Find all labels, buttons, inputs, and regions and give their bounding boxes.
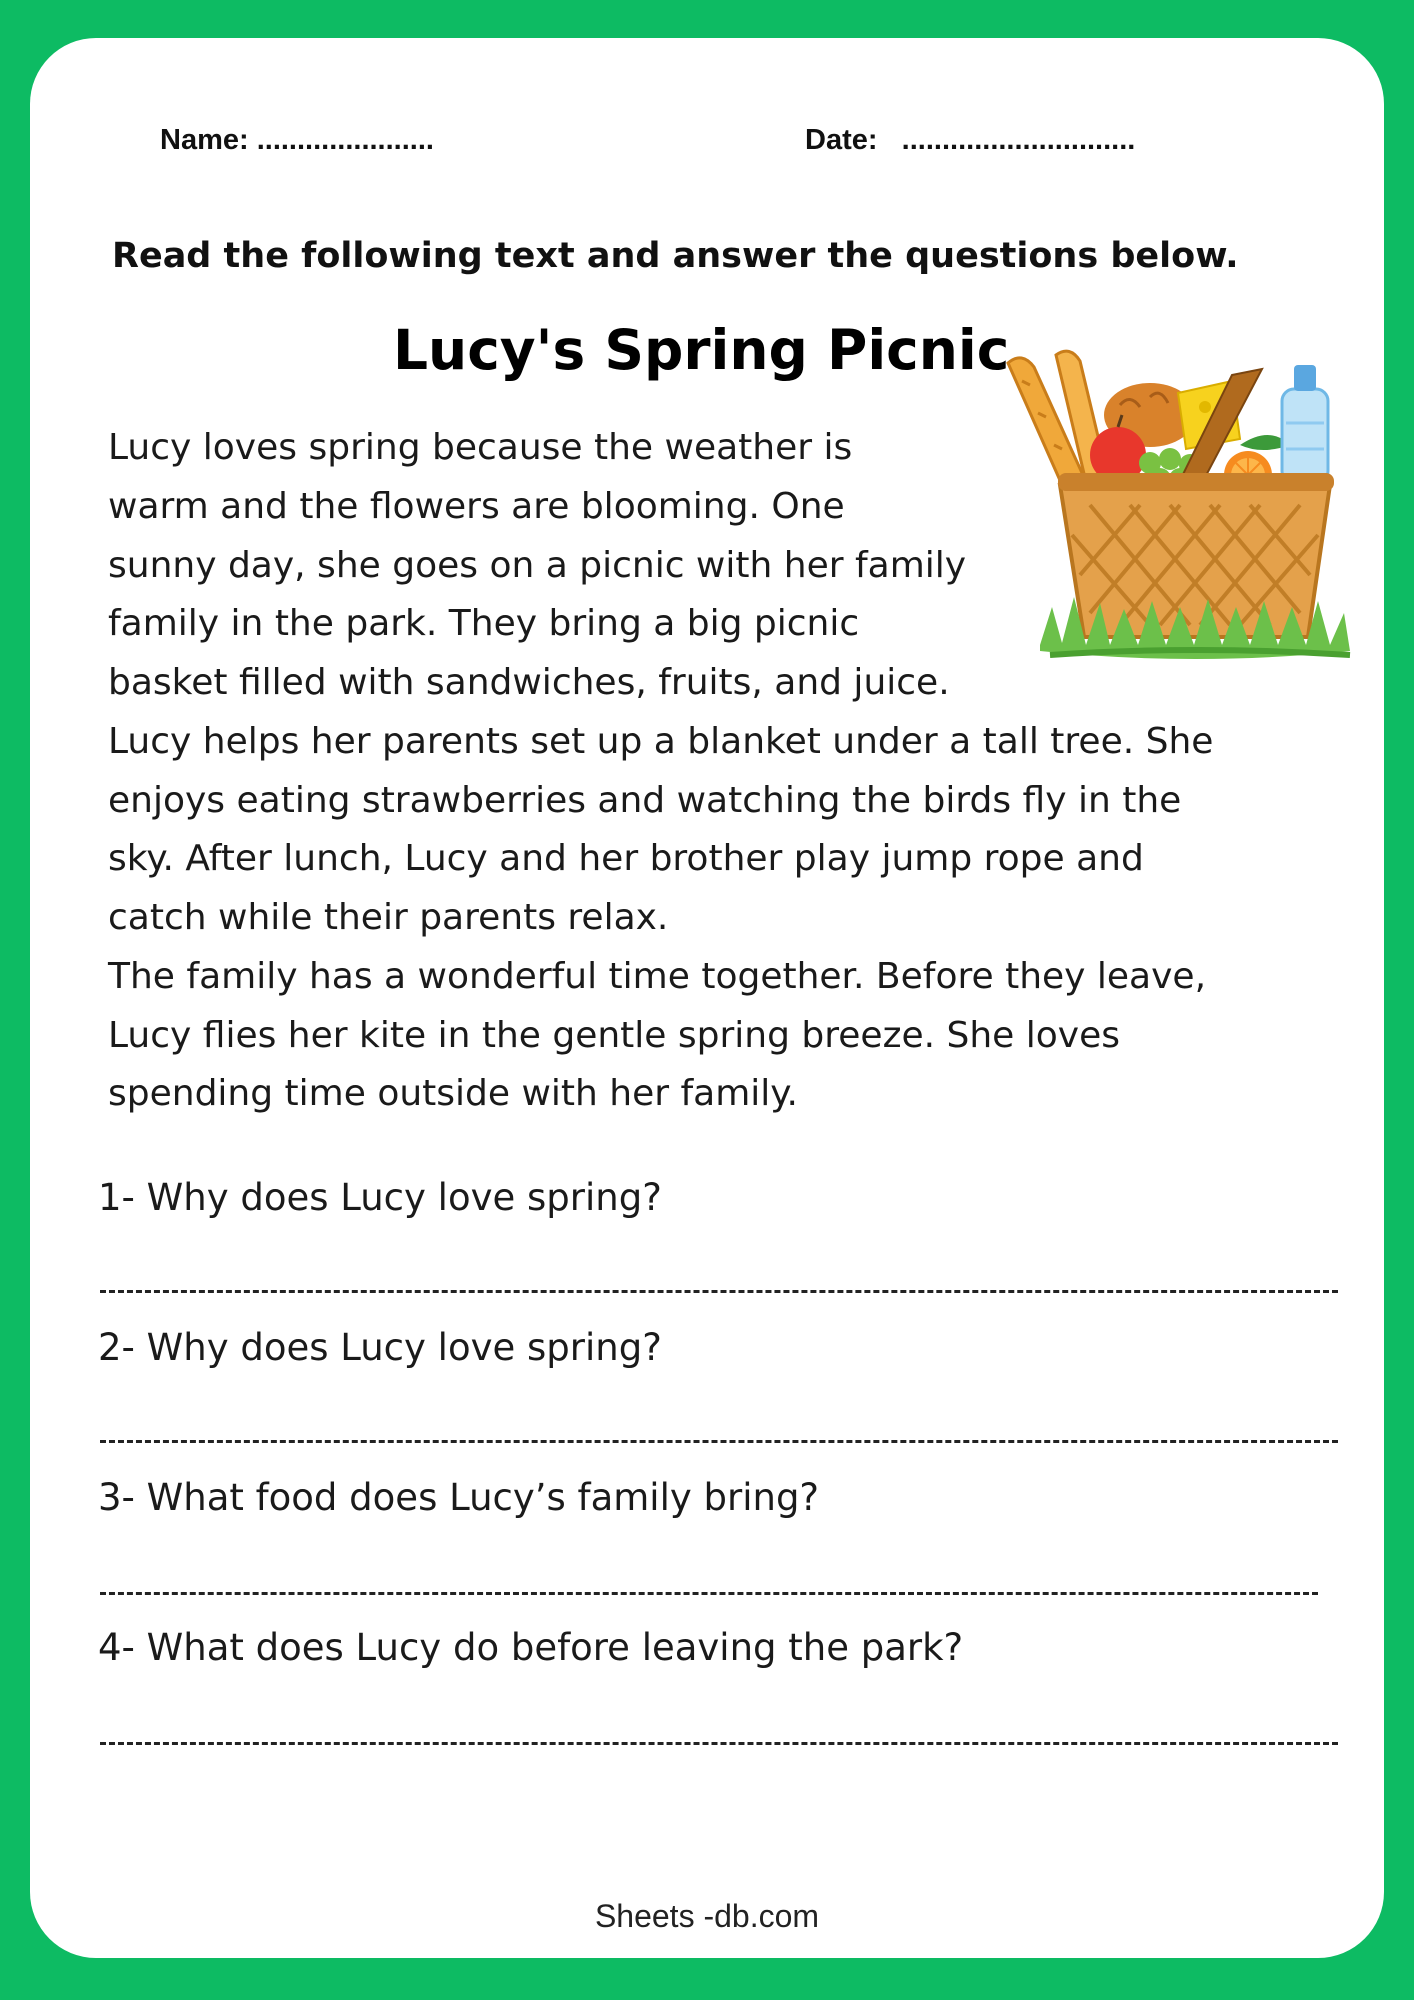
- story-line: catch while their parents relax.: [108, 897, 669, 938]
- story-line: sunny day, she goes on a picnic with her family: [108, 545, 967, 586]
- story-line: basket filled with sandwiches, fruits, and juice.: [108, 662, 950, 703]
- name-field[interactable]: Name: ......................: [160, 124, 434, 156]
- story-line: The family has a wonderful time together. Before they leave,: [108, 956, 1207, 997]
- bottle-icon: [1282, 365, 1328, 483]
- story-line: warm and the flowers are blooming. One: [108, 486, 845, 527]
- story-line: Lucy flies her kite in the gentle spring breeze. She loves: [108, 1015, 1120, 1056]
- answer-line-4[interactable]: [100, 1742, 1338, 1745]
- answer-line-2[interactable]: [100, 1440, 1338, 1443]
- story-line: family in the park. They bring a big picnic: [108, 603, 860, 644]
- story-line: spending time outside with her family.: [108, 1073, 798, 1114]
- question-1: 1- Why does Lucy love spring?: [98, 1176, 662, 1219]
- story-line: Lucy helps her parents set up a blanket under a tall tree. She: [108, 721, 1214, 762]
- story-line: sky. After lunch, Lucy and her brother play jump rope and: [108, 838, 1144, 879]
- story-line: Lucy loves spring because the weather is: [108, 427, 853, 468]
- date-field[interactable]: Date: .............................: [805, 124, 1136, 156]
- answer-line-1[interactable]: [100, 1290, 1338, 1293]
- answer-line-3[interactable]: [100, 1592, 1318, 1595]
- question-2: 2- Why does Lucy love spring?: [98, 1326, 662, 1369]
- story-title: Lucy's Spring Picnic: [393, 318, 1010, 382]
- question-3: 3- What food does Lucy’s family bring?: [98, 1476, 820, 1519]
- picnic-basket-illustration: [1000, 345, 1360, 665]
- instruction-text: Read the following text and answer the questions below.: [112, 236, 1239, 276]
- footer-credit: Sheets -db.com: [594, 1898, 820, 1934]
- question-4: 4- What does Lucy do before leaving the park?: [98, 1626, 964, 1669]
- story-line: enjoys eating strawberries and watching the birds fly in the: [108, 780, 1182, 821]
